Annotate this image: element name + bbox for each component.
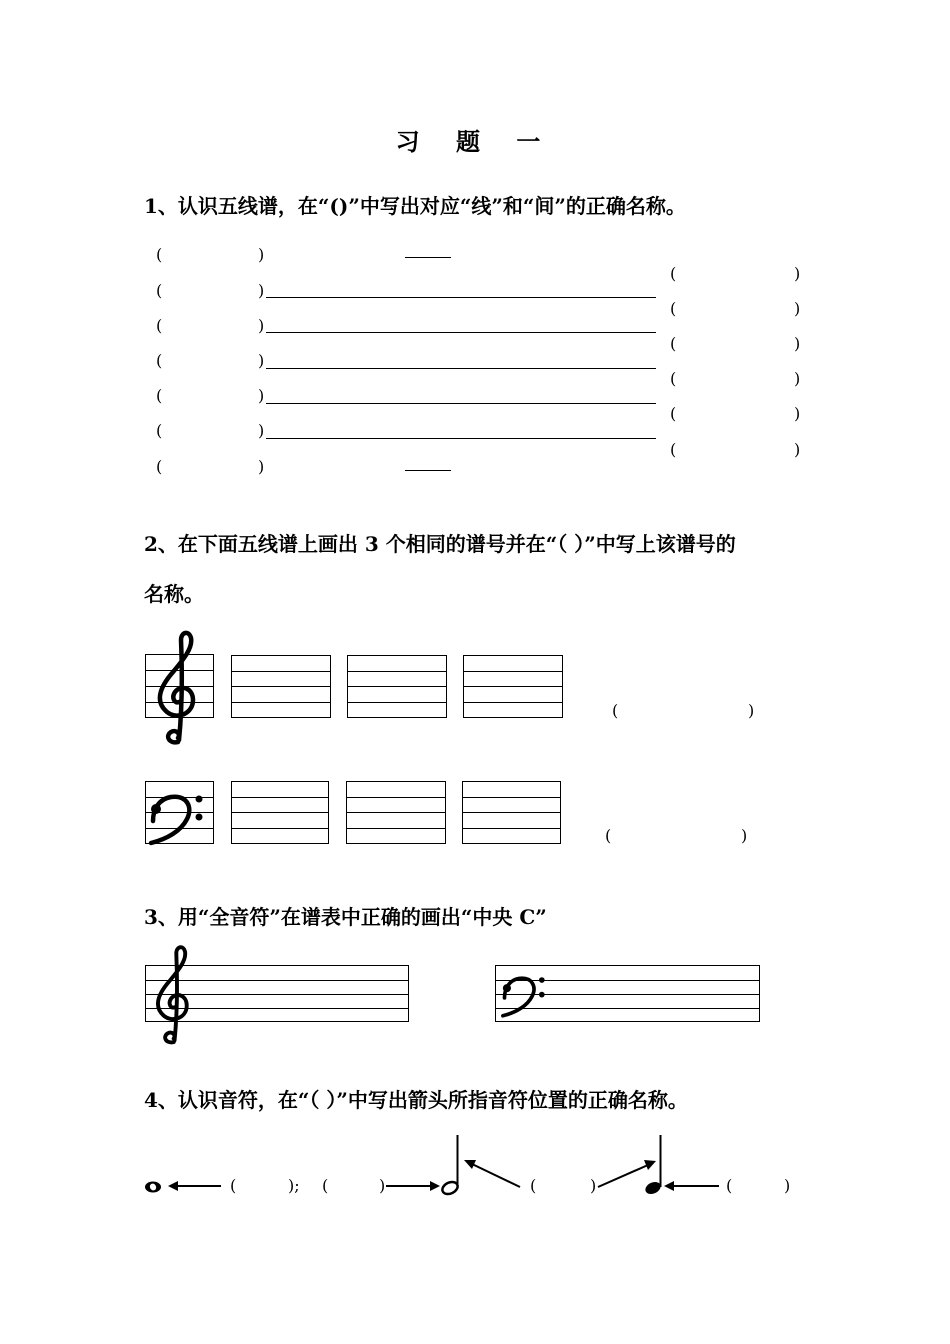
right-blank-close: ) xyxy=(794,334,801,353)
arrow-icon xyxy=(664,1180,720,1192)
right-blank-close: ) xyxy=(794,440,801,459)
left-blank-close: ) xyxy=(258,386,265,405)
left-blank-open: ( xyxy=(156,457,163,476)
right-blank-open: ( xyxy=(670,334,677,353)
arrow-icon xyxy=(168,1180,222,1192)
right-blank-open: ( xyxy=(670,440,677,459)
left-blank-open: ( xyxy=(156,351,163,370)
note-blank-close: ) xyxy=(590,1176,597,1195)
left-blank-open: ( xyxy=(156,281,163,300)
staff-line xyxy=(266,297,656,298)
blank-staff xyxy=(231,655,331,718)
staff-line xyxy=(266,403,656,404)
right-blank-open: ( xyxy=(670,404,677,423)
note-blank-open: ( xyxy=(322,1176,329,1195)
left-blank-close: ) xyxy=(258,316,265,335)
clef-name-blank-open: ( xyxy=(612,701,619,720)
note-blank-close: ); xyxy=(288,1176,300,1195)
right-blank-open: ( xyxy=(670,264,677,283)
arrow-icon xyxy=(464,1160,522,1190)
blank-staff xyxy=(231,781,329,844)
right-blank-close: ) xyxy=(794,404,801,423)
half-note-icon xyxy=(440,1133,464,1197)
bass-clef-icon xyxy=(498,965,554,1017)
bass-clef-icon xyxy=(145,781,214,844)
left-blank-close: ) xyxy=(258,281,265,300)
right-blank-close: ) xyxy=(794,369,801,388)
note-blank-open: ( xyxy=(230,1176,237,1195)
staff-line xyxy=(266,332,656,333)
note-blank-open: ( xyxy=(530,1176,537,1195)
blank-staff xyxy=(347,655,447,718)
blank-staff xyxy=(462,781,561,844)
question-2-text: 2、在下面五线谱上画出 3 个相同的谱号并在“（ ）”中写上该谱号的 xyxy=(144,532,736,556)
right-blank-close: ) xyxy=(794,299,801,318)
question-3-text: 3、用“全音符”在谱表中正确的画出“中央 C” xyxy=(144,905,547,929)
blank-staff xyxy=(346,781,446,844)
note-blank-close: ) xyxy=(379,1176,386,1195)
left-blank-open: ( xyxy=(156,421,163,440)
staff-line xyxy=(266,368,656,369)
question-1-text: 1、认识五线谱，在“()”中写出对应“线”和“间”的正确名称。 xyxy=(144,194,686,218)
clef-name-blank-close: ) xyxy=(741,826,748,845)
page-title: 习 题 一 xyxy=(395,127,555,156)
left-blank-close: ) xyxy=(258,421,265,440)
left-blank-close: ) xyxy=(258,457,265,476)
treble-clef-icon xyxy=(145,630,214,748)
right-blank-open: ( xyxy=(670,299,677,318)
question-4-text: 4、认识音符，在“（ ）”中写出箭头所指音符位置的正确名称。 xyxy=(144,1088,688,1112)
right-blank-close: ) xyxy=(794,264,801,283)
note-blank-close: ) xyxy=(784,1176,791,1195)
blank-staff xyxy=(463,655,563,718)
left-blank-open: ( xyxy=(156,316,163,335)
left-blank-open: ( xyxy=(156,386,163,405)
clef-name-blank-close: ) xyxy=(748,701,755,720)
right-blank-open: ( xyxy=(670,369,677,388)
clef-name-blank-open: ( xyxy=(605,826,612,845)
left-blank-close: ) xyxy=(258,245,265,264)
lower-ledger-line xyxy=(405,470,451,471)
left-blank-open: ( xyxy=(156,245,163,264)
whole-note-icon xyxy=(144,1180,164,1194)
note-blank-open: ( xyxy=(726,1176,733,1195)
arrow-icon xyxy=(386,1180,440,1192)
upper-ledger-line xyxy=(405,257,451,258)
staff-line xyxy=(266,438,656,439)
question-2-text-cont: 名称。 xyxy=(144,582,204,606)
left-blank-close: ) xyxy=(258,351,265,370)
treble-clef-icon xyxy=(145,944,205,1048)
